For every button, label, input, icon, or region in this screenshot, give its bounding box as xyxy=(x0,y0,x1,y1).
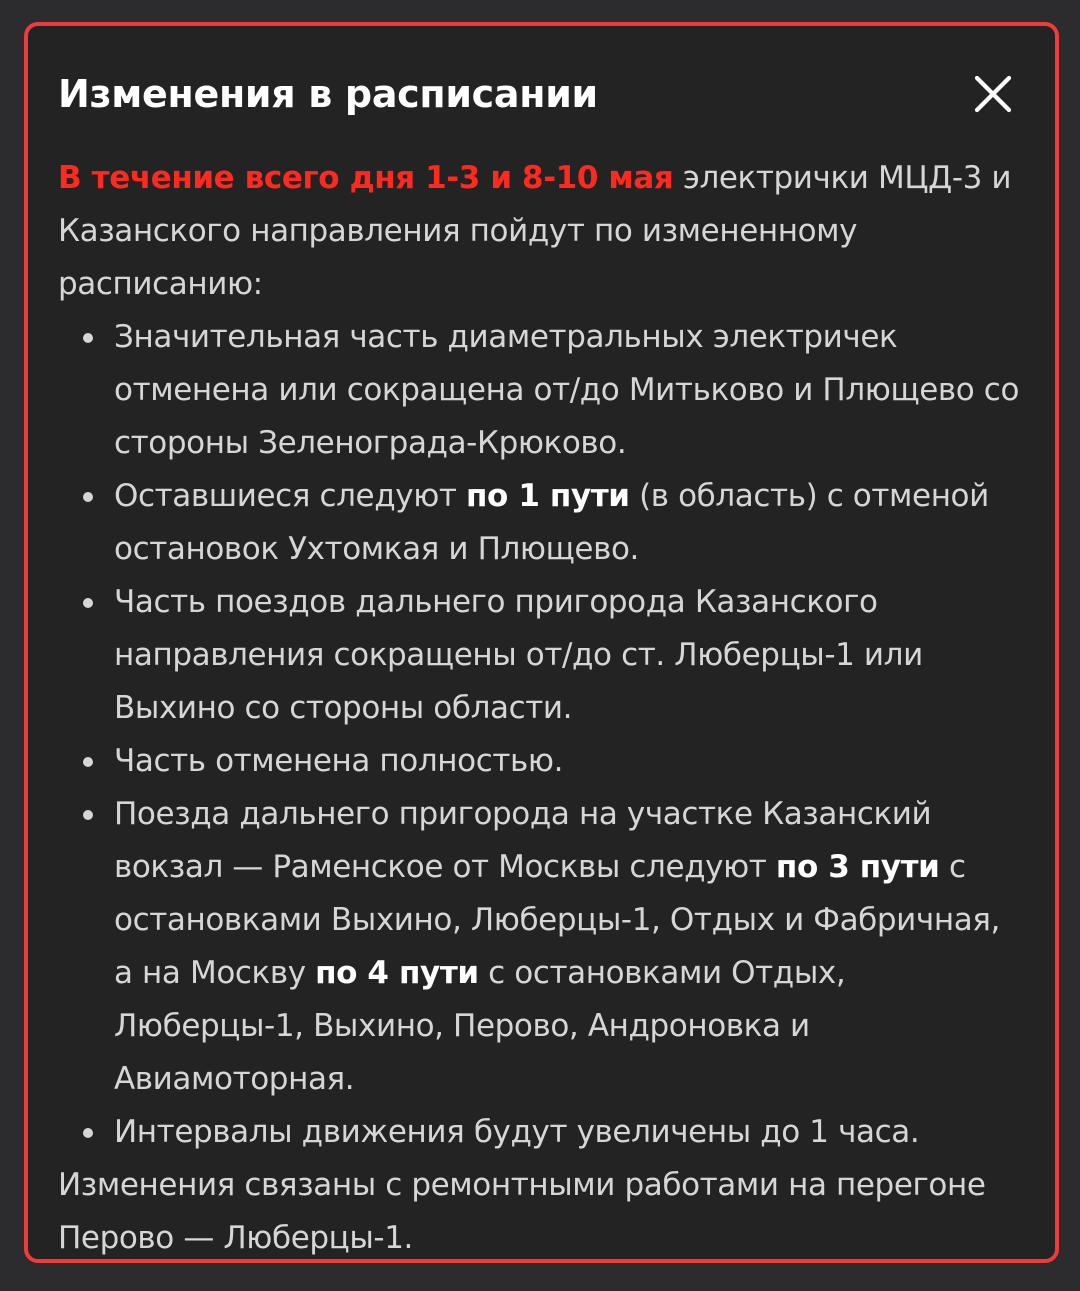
modal-title: Изменения в расписании xyxy=(58,72,598,116)
list-item xyxy=(114,735,1025,788)
list-item xyxy=(114,576,1025,735)
date-highlight: В течение всего дня 1-3 и 8-10 мая xyxy=(58,160,674,196)
list-item-text: с остановками Выхино, Люберцы-1, Отдых и Фабричная, а на Москву xyxy=(114,849,1000,991)
track-number: по 1 пути xyxy=(466,478,630,514)
list-item-text: Значительная часть диаметральных электричек отменена или сокращена от/до Митьково и Плющево со стороны Зеленограда-Крюково. xyxy=(114,319,1020,461)
changes-list xyxy=(58,311,1025,1159)
list-item xyxy=(114,311,1025,470)
list-item-text: Часть поездов дальнего пригорода Казанского направления сокращены от/до ст. Люберцы-1 или Выхино со стороны области. xyxy=(114,584,923,726)
list-item-text: (в область) с отменой остановок Ухтомкая и Плющево. xyxy=(114,478,989,567)
track-number: по 4 пути xyxy=(315,955,479,991)
schedule-changes-modal xyxy=(24,22,1059,1263)
intro-text: электрички МЦД-3 и Казанского направления пойдут по измененному расписанию: xyxy=(58,160,1012,302)
list-item-text: с остановками Отдых, Люберцы-1, Выхино, Перово, Андроновка и Авиамоторная. xyxy=(114,955,846,1097)
list-item-text: Часть отменена полностью. xyxy=(114,743,564,779)
list-item-text: Оставшиеся следуют xyxy=(114,478,467,514)
footer-paragraph: Изменения связаны с ремонтными работами на перегоне Перово — Люберцы-1. xyxy=(58,1167,986,1256)
intro-paragraph xyxy=(58,152,1025,311)
list-item xyxy=(114,470,1025,576)
modal-content xyxy=(58,152,1025,1259)
close-icon[interactable] xyxy=(971,72,1015,116)
track-number: по 3 пути xyxy=(775,849,940,885)
list-item-text: Интервалы движения будут увеличены до 1 часа. xyxy=(114,1114,920,1150)
close-icon-glyph xyxy=(971,72,1015,116)
list-item xyxy=(114,788,1025,1106)
modal-header xyxy=(58,68,1025,120)
list-item-text: Поезда дальнего пригорода на участке Казанский вокзал — Раменское от Москвы следуют xyxy=(114,796,932,885)
list-item xyxy=(114,1106,1025,1159)
